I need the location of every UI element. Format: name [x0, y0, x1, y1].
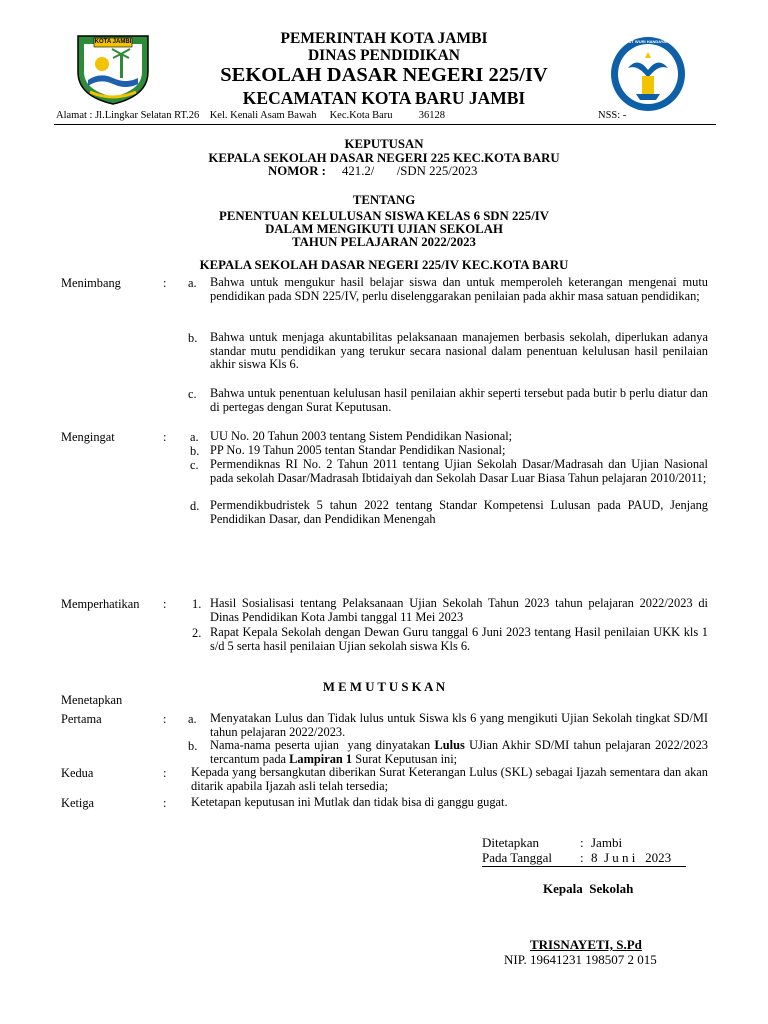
ketiga-label: Ketiga: [61, 796, 95, 810]
menimbang-item-c: Bahwa untuk penentuan kelulusan hasil penilaian akhir seperti tersebut pada butir b perlu diatur dan di pertegas dengan Surat Keputusan.: [210, 386, 708, 414]
item-marker: b.: [190, 444, 200, 458]
decree-issuer: KEPALA SEKOLAH DASAR NEGERI 225 KEC.KOTA BARU: [208, 151, 560, 165]
item-marker: a.: [190, 430, 199, 444]
memperhatikan-item-2: Rapat Kepala Sekolah dengan Dewan Guru tanggal 6 Juni 2023 tentang Hasil penilaian UKK kls 1 s/d 5 serta hasil penilaian Ujian sekolah siswa Kls 6.: [210, 625, 708, 653]
signatory-name: TRISNAYETI, S.Pd: [530, 937, 642, 952]
item-marker: a.: [188, 276, 197, 290]
signatory-position: Kepala Sekolah: [543, 881, 634, 896]
pertama-label: Pertama: [61, 712, 102, 726]
ditetapkan-place: Jambi: [591, 835, 623, 850]
letterhead-address: Alamat : Jl.Lingkar Selatan RT.26 Kel. Kenali Asam Bawah Kec.Kota Baru 36128: [56, 110, 446, 121]
tanggal-value: 8 J u n i 2023: [591, 850, 672, 865]
text-fragment: Surat Keputusan ini;: [352, 751, 458, 766]
emblem-caption: TUT WURI HANDAYANI: [626, 39, 670, 44]
item-marker: c.: [188, 387, 197, 401]
menimbang-item-b: Bahwa untuk menjaga akuntabilitas pelaksanaan manajemen berbasis sekolah, diperlukan adanya standar mutu pendidikan yang terukur secara nasional dalam penentuan kelulusan hasil penilaian akhir siswa Kls 6.: [210, 330, 708, 371]
section-colon: :: [163, 712, 167, 726]
mengingat-item-a: UU No. 20 Tahun 2003 tentang Sistem Pendidikan Nasional;: [210, 429, 513, 443]
tentang-heading: TENTANG: [352, 193, 416, 207]
item-marker: b.: [188, 739, 198, 753]
decree-title: KEPUTUSAN: [344, 137, 424, 151]
nomor-value: 421.2/ /SDN 225/2023: [342, 164, 478, 178]
letterhead-divider: [54, 124, 716, 125]
tanggal-colon: :: [580, 850, 584, 865]
mengingat-item-b: PP No. 19 Tahun 2005 tentan Standar Pendidikan Nasional;: [210, 443, 506, 457]
text-fragment: Nama-nama peserta ujian yang dinyatakan: [210, 738, 435, 752]
section-colon: :: [163, 430, 167, 444]
signature-divider: [482, 866, 686, 867]
item-marker: c.: [190, 458, 199, 472]
letterhead-district: KECAMATAN KOTA BARU JAMBI: [242, 88, 526, 108]
memperhatikan-label: Memperhatikan: [61, 597, 140, 611]
letterhead-nss: NSS: -: [598, 110, 627, 121]
subject-line-1: PENENTUAN KELULUSAN SISWA KELAS 6 SDN 225/IV: [219, 209, 549, 223]
menetapkan-label: Menetapkan: [61, 693, 123, 707]
subject-line-3: TAHUN PELAJARAN 2022/2023: [292, 235, 476, 249]
lulus-emphasis: Lulus: [434, 738, 465, 752]
subject-line-2: DALAM MENGIKUTI UJIAN SEKOLAH: [265, 222, 503, 236]
nomor-label: NOMOR :: [268, 164, 326, 178]
kedua-text: Kepada yang bersangkutan diberikan Surat Keterangan Lulus (SKL) sebagai Ijazah sementara dan akan ditarik apabila Ijazah asli telah tersedia;: [191, 765, 708, 793]
item-marker: d.: [190, 499, 200, 513]
pertama-item-b: [210, 738, 712, 766]
text-fragment: UJian Akhir SD/MI tahun pelajaran 2022/2023 tercantum pada: [210, 738, 712, 766]
signatory-nip: NIP. 19641231 198507 2 015: [504, 952, 657, 967]
pertama-item-a: Menyatakan Lulus dan Tidak lulus untuk Siswa kls 6 yang mengikuti Ujian Sekolah tingkat SD/MI tahun pelajaran 2022/2023.: [210, 711, 708, 739]
lampiran-emphasis: Lampiran 1: [289, 751, 353, 766]
ditetapkan-colon: :: [580, 835, 584, 850]
letterhead-government: PEMERINTAH KOTA JAMBI: [280, 30, 488, 47]
item-marker: 1.: [192, 597, 202, 611]
menimbang-label: Menimbang: [61, 276, 121, 290]
authority-heading: KEPALA SEKOLAH DASAR NEGERI 225/IV KEC.KOTA BARU: [199, 258, 569, 272]
menimbang-item-a: Bahwa untuk mengukur hasil belajar siswa dan untuk memperoleh keterangan mengenai mutu pendidikan pada SDN 225/IV, perlu diselenggarakan penilaian pada akhir masa satuan pendidikan;: [210, 275, 708, 303]
section-colon: :: [163, 796, 167, 810]
tanggal-label: Pada Tanggal: [482, 850, 552, 865]
mengingat-label: Mengingat: [61, 430, 115, 444]
memperhatikan-item-1: Hasil Sosialisasi tentang Pelaksanaan Ujian Sekolah Tahun 2023 tahun pelajaran 2022/2023 di Dinas Pendidikan Kota Jambi tanggal 11 Mei 2023: [210, 596, 708, 624]
letterhead-department: DINAS PENDIDIKAN: [307, 47, 460, 64]
emblem-caption: KOTA JAMBI: [94, 39, 132, 45]
mengingat-item-d: Permendikbudristek 5 tahun 2022 tentang Standar Kompetensi Lulusan pada PAUD, Jenjang Pendidikan Dasar, dan Pendidikan Menengah: [210, 498, 708, 526]
item-marker: b.: [188, 331, 198, 345]
item-marker: a.: [188, 712, 197, 726]
section-colon: :: [163, 766, 167, 780]
kedua-label: Kedua: [61, 766, 94, 780]
ketiga-text: Ketetapan keputusan ini Mutlak dan tidak bisa di ganggu gugat.: [191, 795, 508, 809]
section-colon: :: [163, 597, 167, 611]
ditetapkan-label: Ditetapkan: [482, 835, 540, 850]
item-marker: 2.: [192, 626, 202, 640]
mengingat-item-c: Permendiknas RI No. 2 Tahun 2011 tentang Ujian Sekolah Dasar/Madrasah dan Ujian Nasional pada sekolah Dasar/Madrasah Ibtidaiyah dan Sekolah Dasar Luar Biasa Tahun pelajaran 2010/2011;: [210, 457, 708, 485]
letterhead-school-name: SEKOLAH DASAR NEGERI 225/IV: [220, 64, 548, 86]
section-colon: :: [163, 276, 167, 290]
memutuskan-heading: M E M U T U S K A N: [322, 680, 446, 694]
